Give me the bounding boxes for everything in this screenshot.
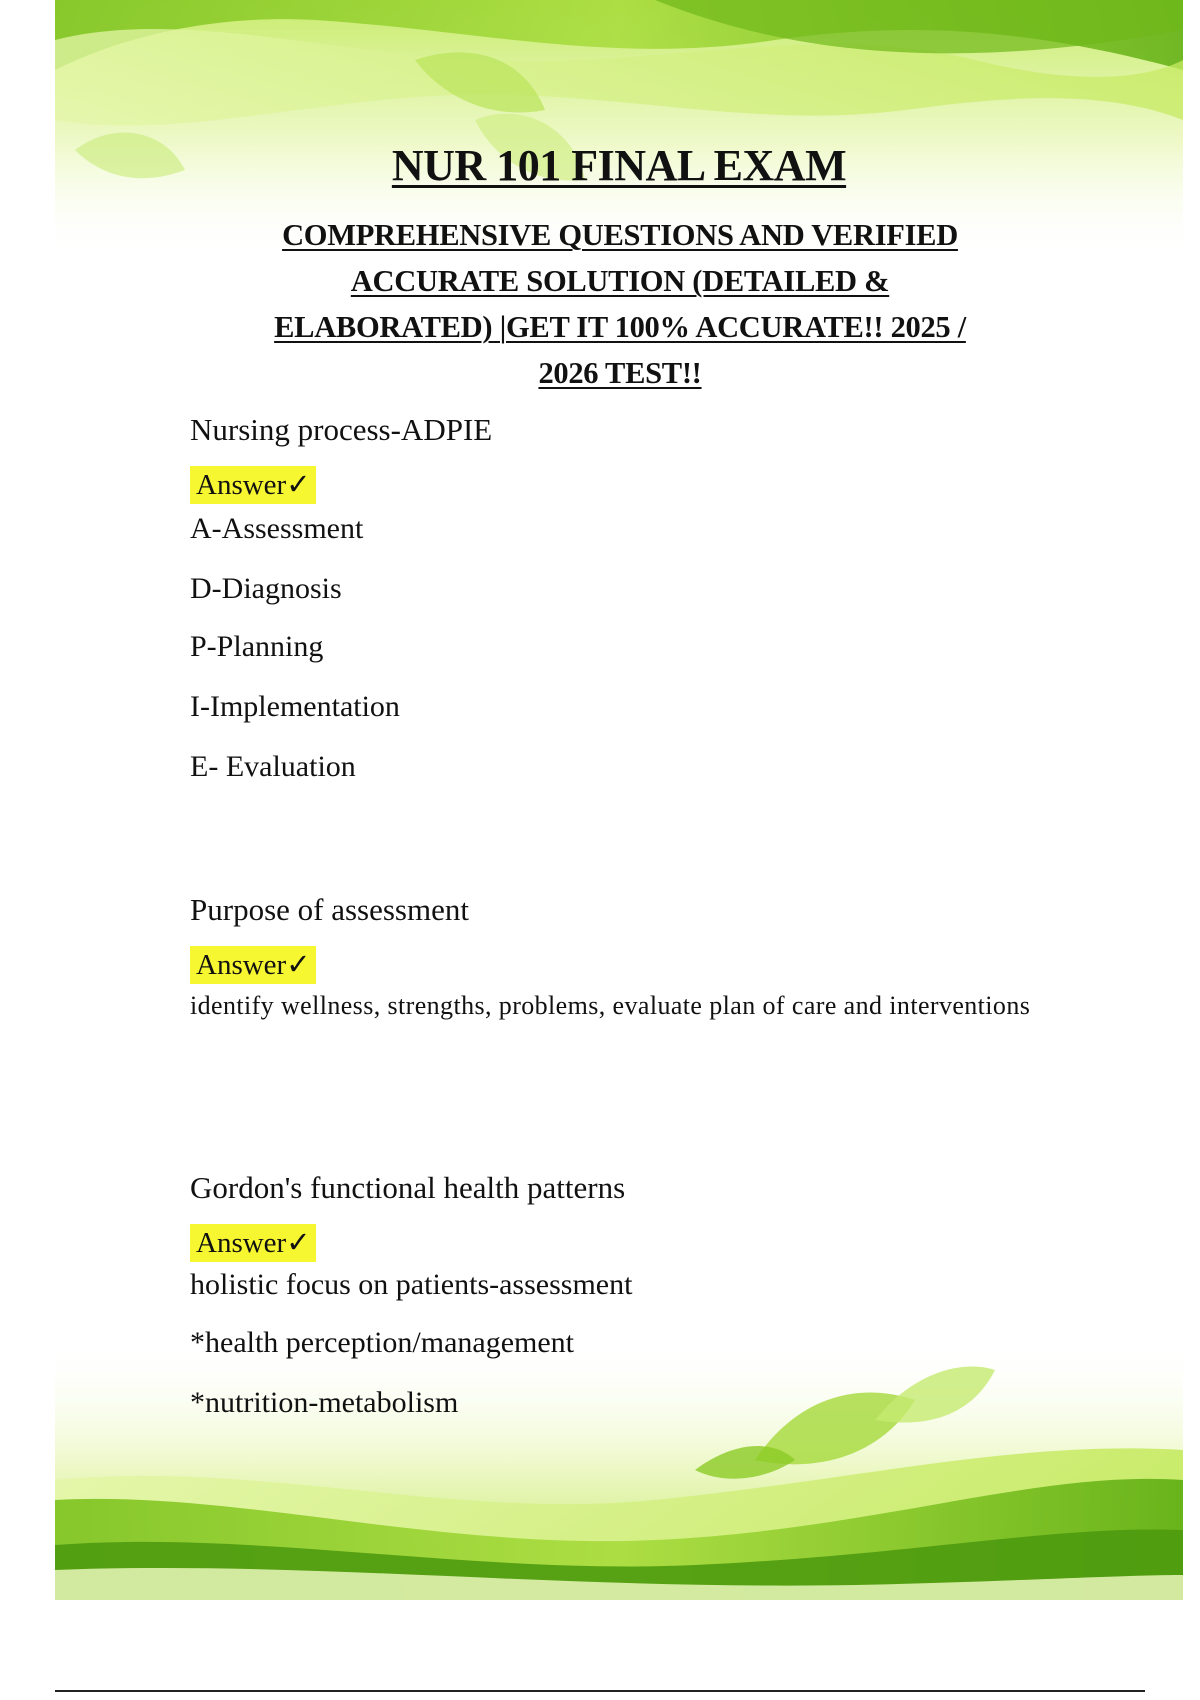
answer-line: P-Planning <box>190 630 324 663</box>
page-divider <box>55 1690 1145 1692</box>
question-text: Gordon's functional health patterns <box>190 1170 626 1205</box>
exam-title: NUR 101 FINAL EXAM <box>391 141 847 190</box>
document-content <box>55 0 1183 1600</box>
question-block-3 <box>190 1168 1070 1422</box>
answer-label: Answer✓ <box>190 1224 316 1262</box>
question-text: Purpose of assessment <box>190 892 469 927</box>
subtitle-line: ELABORATED) |GET IT 100% ACCURATE!! 2025 / <box>274 310 966 344</box>
answer-label: Answer✓ <box>190 946 316 984</box>
document-page <box>55 0 1183 1600</box>
answer-line: D-Diagnosis <box>190 572 342 605</box>
question-block-1 <box>190 410 1070 786</box>
answer-line: E- Evaluation <box>190 750 356 783</box>
exam-subtitle <box>205 212 1035 396</box>
answer-line: *nutrition-metabolism <box>190 1386 459 1419</box>
question-text: Nursing process-ADPIE <box>190 412 493 447</box>
subtitle-line: 2026 TEST!! <box>538 356 702 390</box>
answer-paragraph: identify wellness, strengths, problems, evaluate plan of care and interventions <box>190 991 1031 1020</box>
answer-line: *health perception/management <box>190 1326 575 1359</box>
answer-label: Answer✓ <box>190 466 316 504</box>
question-block-2 <box>190 890 1070 1028</box>
subtitle-line: COMPREHENSIVE QUESTIONS AND VERIFIED <box>282 218 958 252</box>
answer-line: I-Implementation <box>190 690 400 723</box>
answer-line: A-Assessment <box>190 512 364 545</box>
subtitle-line: ACCURATE SOLUTION (DETAILED & <box>350 264 890 298</box>
answer-line: holistic focus on patients-assessment <box>190 1268 633 1301</box>
